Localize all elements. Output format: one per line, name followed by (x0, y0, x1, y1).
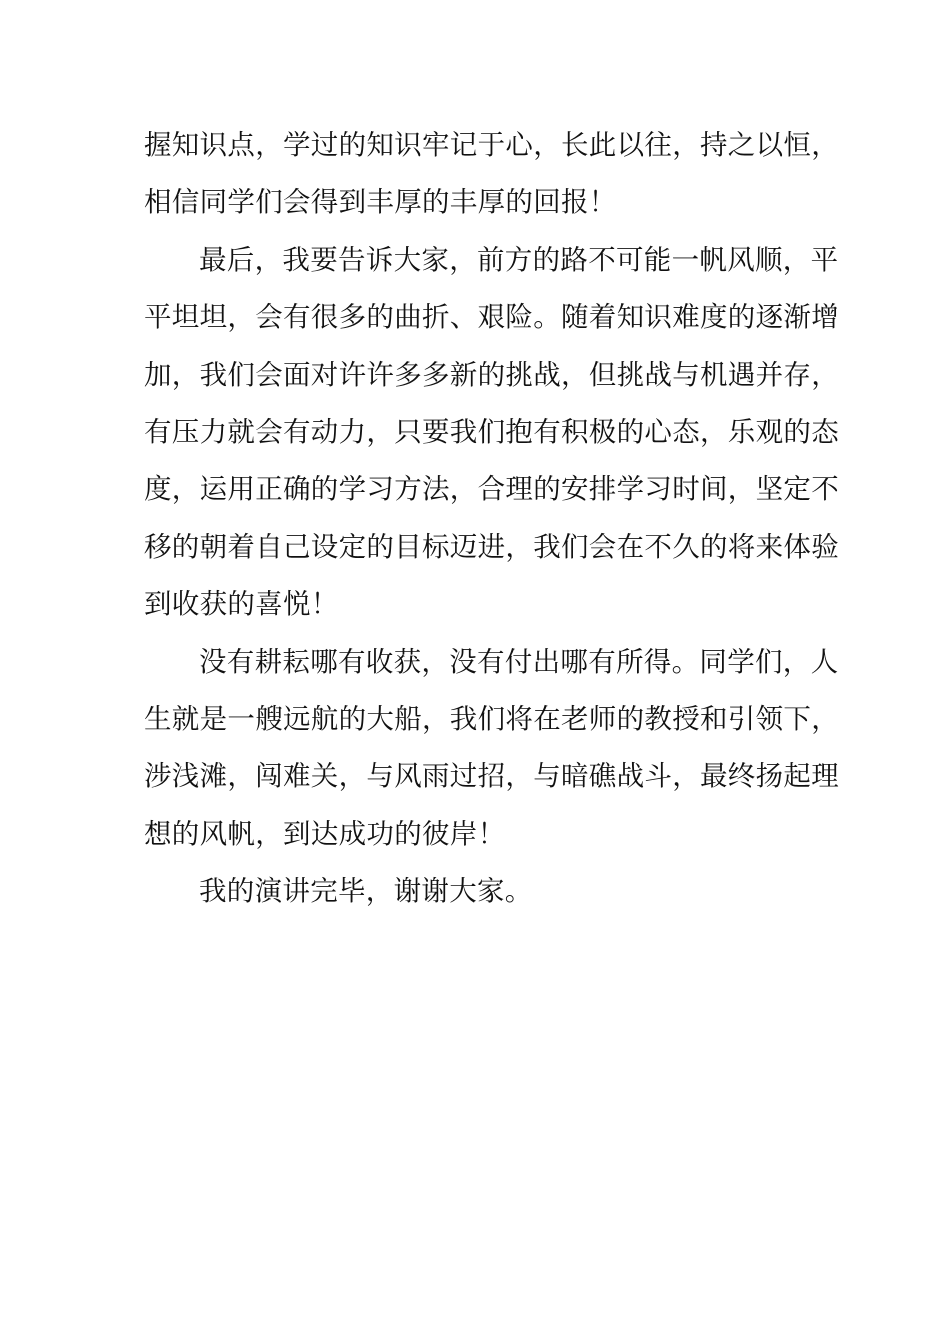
paragraph (144, 232, 839, 634)
text-line: 有压力就会有动力，只要我们抱有积极的心态，乐观的态 (144, 415, 839, 448)
paragraph (144, 634, 839, 864)
text-line: 我的演讲完毕，谢谢大家。 (199, 875, 533, 908)
text-line: 移的朝着自己设定的目标迈进，我们会在不久的将来体验 (144, 530, 839, 563)
text-line: 握知识点，学过的知识牢记于心，长此以往，持之以恒， (144, 129, 839, 161)
text-line: 度，运用正确的学习方法，合理的安排学习时间，坚定不 (144, 473, 839, 506)
text-line: 平坦坦，会有很多的曲折、艰险。随着知识难度的逐渐增 (144, 301, 839, 334)
text-line: 相信同学们会得到丰厚的丰厚的回报！ (144, 186, 617, 219)
text-line: 生就是一艘远航的大船，我们将在老师的教授和引领下， (144, 702, 839, 735)
paragraph (144, 117, 839, 232)
paragraph (144, 863, 808, 920)
text-line: 想的风帆，到达成功的彼岸！ (144, 817, 506, 850)
text-line: 涉浅滩，闯难关，与风雨过招，与暗礁战斗，最终扬起理 (144, 760, 839, 793)
text-line: 没有耕耘哪有收获，没有付出哪有所得。同学们，人 (199, 645, 839, 678)
text-line: 最后，我要告诉大家，前方的路不可能一帆风顺，平 (199, 243, 839, 276)
speech-body (144, 117, 839, 920)
text-line: 加，我们会面对许许多多新的挑战，但挑战与机遇并存， (144, 358, 839, 391)
text-line: 到收获的喜悦！ (144, 588, 339, 621)
